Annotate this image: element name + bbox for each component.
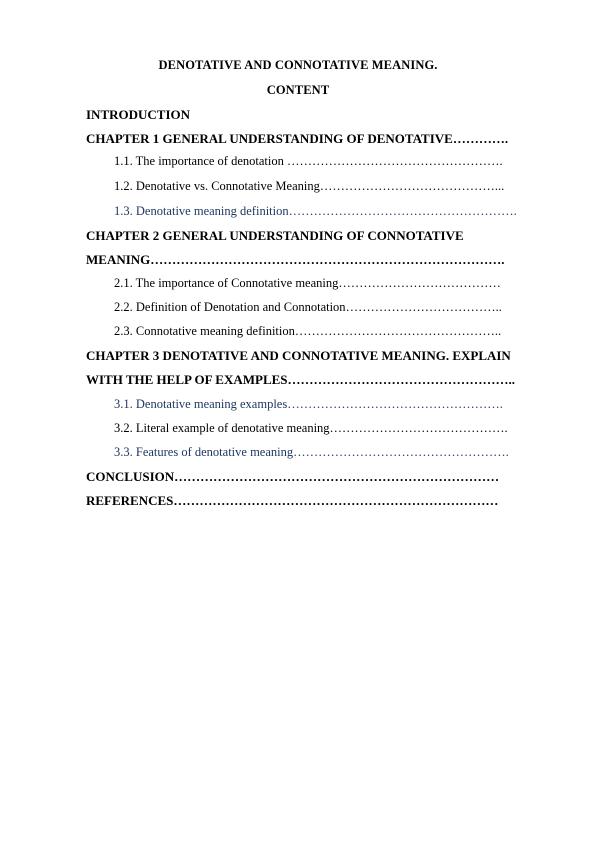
toc-entry-chapter-2-cont[interactable] [86, 251, 505, 268]
toc-entry-3-2[interactable] [114, 420, 508, 437]
toc-entry-text: 1.3. Denotative meaning definition [114, 204, 289, 218]
toc-leader-dots: …………………………………………….. [287, 372, 516, 387]
toc-entry-text: 3.2. Literal example of denotative meaning [114, 421, 330, 435]
toc-entry-2-3[interactable] [114, 323, 501, 340]
content-heading: CONTENT [266, 83, 330, 97]
toc-leader-dots: ……………………………………………. [287, 397, 503, 411]
toc-leader-dots: ………………………………………………. [288, 204, 517, 218]
toc-entry-text: 2.2. Definition of Denotation and Connotation [114, 300, 346, 314]
toc-entry-text: REFERENCES [86, 493, 174, 508]
toc-leader-dots: ………………………………………………………………… [173, 493, 499, 508]
toc-entry-3-3[interactable] [114, 444, 509, 461]
toc-leader-dots: …………. [452, 131, 509, 146]
toc-entry-chapter-3-cont[interactable] [86, 371, 515, 388]
toc-leader-dots: ……………………………………………. [293, 445, 509, 459]
toc-leader-dots: ………………………………… [338, 276, 501, 290]
toc-entry-chapter-3[interactable] [86, 347, 511, 364]
toc-leader-dots: ……………………………….. [345, 300, 502, 314]
toc-entry-2-1[interactable] [114, 275, 501, 292]
toc-entry-text: CHAPTER 3 DENOTATIVE AND CONNOTATIVE MEANING. EXPLAIN [86, 348, 511, 363]
toc-entry-introduction[interactable] [86, 106, 190, 123]
toc-entry-3-1[interactable] [114, 396, 503, 413]
toc-leader-dots: ……………………………………... [319, 179, 505, 193]
toc-entry-text: CHAPTER 1 GENERAL UNDERSTANDING OF DENOTATIVE [86, 131, 453, 146]
toc-entry-1-3[interactable] [114, 203, 517, 220]
toc-entry-text: 3.1. Denotative meaning examples [114, 397, 288, 411]
toc-entry-chapter-1[interactable] [86, 130, 508, 147]
toc-entry-text: CHAPTER 2 GENERAL UNDERSTANDING OF CONNOTATIVE [86, 228, 464, 243]
toc-leader-dots: ……………………………………………. [287, 154, 503, 168]
toc-entry-1-2[interactable] [114, 178, 504, 195]
document-title: DENOTATIVE AND CONNOTATIVE MEANING. [158, 58, 438, 72]
toc-entry-text: 3.3. Features of denotative meaning [114, 445, 294, 459]
toc-entry-text: WITH THE HELP OF EXAMPLES [86, 372, 288, 387]
toc-leader-dots: ………………………………………………………………… [174, 469, 500, 484]
toc-entry-chapter-2[interactable] [86, 227, 464, 244]
toc-entry-text: INTRODUCTION [86, 107, 191, 122]
toc-leader-dots: ………………………………………………………………………. [150, 252, 505, 267]
toc-entry-text: 1.1. The importance of denotation [114, 154, 287, 168]
toc-entry-2-2[interactable] [114, 299, 502, 316]
toc-entry-text: 2.3. Connotative meaning definition [114, 324, 295, 338]
toc-entry-references[interactable] [86, 492, 498, 509]
toc-entry-1-1[interactable] [114, 153, 503, 170]
toc-leader-dots: ……………………………………. [329, 421, 508, 435]
toc-entry-text: 2.1. The importance of Connotative meaning [114, 276, 339, 290]
toc-entry-text: MEANING [86, 252, 151, 267]
toc-entry-text: CONCLUSION [86, 469, 175, 484]
toc-entry-text: 1.2. Denotative vs. Connotative Meaning [114, 179, 320, 193]
toc-entry-conclusion[interactable] [86, 468, 499, 485]
toc-leader-dots: ………………………………………….. [294, 324, 502, 338]
